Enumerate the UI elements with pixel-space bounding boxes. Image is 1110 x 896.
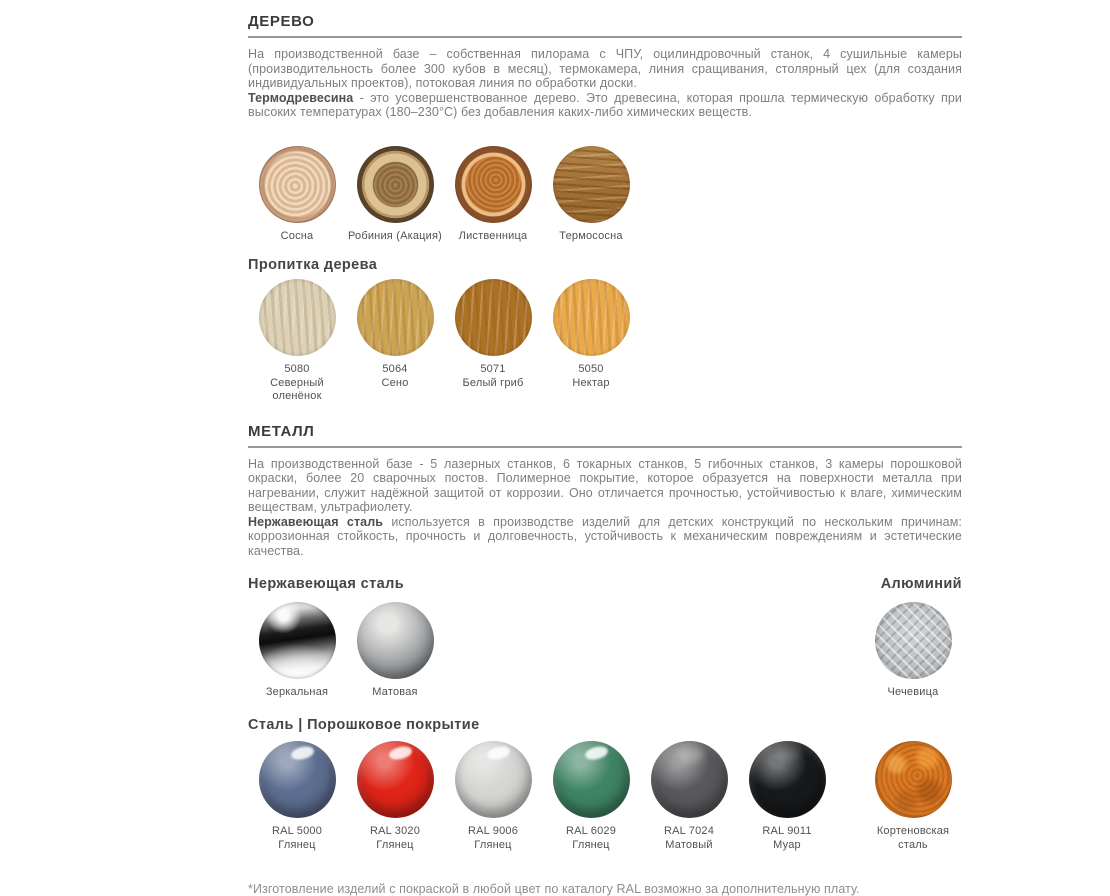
impregnation-name: Белый гриб — [462, 376, 524, 389]
stainless-title: Нержавеющая сталь — [248, 576, 405, 592]
wood-section-title: ДЕРЕВО — [248, 13, 962, 38]
stainless-label: Матовая — [372, 686, 418, 698]
wood-section — [248, 13, 962, 403]
ral-5000-swatch-sphere — [259, 741, 336, 818]
ral-code: RAL 5000 — [271, 825, 323, 837]
metal-section — [248, 423, 962, 853]
impregnation-code: 5080 — [284, 362, 310, 375]
thermowood-description: - это усовершенствованное дерево. Это древесина, которая прошла термическую обработку при высоких температурах (180–230°С) без добавления каких-либо химических веществ. — [248, 90, 962, 119]
impregnation-item — [248, 279, 346, 403]
ral-code: RAL 6029 — [565, 825, 617, 837]
stainless-heading-row — [248, 576, 962, 592]
wood-species-label: Сосна — [280, 229, 314, 242]
ral-7024-swatch-sphere — [651, 741, 728, 818]
impregnation-item — [542, 279, 640, 390]
ral-finish: Матовый — [665, 839, 713, 851]
ral-code: RAL 3020 — [369, 825, 421, 837]
pine-swatch-circle — [259, 146, 336, 223]
powder-item — [248, 741, 346, 852]
impregnation-swatch-circle — [455, 279, 532, 356]
thermowood-paragraph — [248, 91, 962, 120]
impregnation-name: Нектар — [572, 376, 610, 389]
ral-finish: Глянец — [572, 839, 610, 851]
powder-coating-title: Сталь | Порошковое покрытие — [248, 717, 480, 733]
powder-item — [346, 741, 444, 852]
wood-species-label: Робиния (Акация) — [347, 229, 443, 242]
wood-species-row — [248, 146, 962, 243]
ral-finish: Глянец — [376, 839, 414, 851]
aluminum-title: Алюминий — [880, 576, 962, 592]
ral-finish: Глянец — [474, 839, 512, 851]
wood-species-item — [542, 146, 640, 243]
impregnation-code: 5064 — [382, 362, 408, 375]
matte-steel-swatch-sphere — [357, 602, 434, 679]
impregnation-item — [346, 279, 444, 390]
impregnation-swatch-circle — [357, 279, 434, 356]
ral-6029-swatch-sphere — [553, 741, 630, 818]
impregnation-code: 5071 — [480, 362, 506, 375]
catalog-page — [248, 13, 962, 896]
wood-species-item — [346, 146, 444, 243]
ral-3020-swatch-sphere — [357, 741, 434, 818]
stainless-item — [248, 602, 346, 699]
stainless-description: используется в производстве изделий для детских конструкций по нескольким причинам: коррозионная стойкость, прочность и долговечность, устойчивость к механическим повреждениям и эстетические качества. — [248, 514, 962, 558]
aluminum-label: Чечевица — [887, 686, 939, 698]
impregnation-name: Северный оленёнок — [270, 376, 324, 402]
wood-species-item — [248, 146, 346, 243]
wood-species-item — [444, 146, 542, 243]
stainless-item — [346, 602, 444, 699]
impregnation-row — [248, 279, 962, 403]
robinia-swatch-circle — [357, 146, 434, 223]
ral-finish: Муар — [773, 839, 801, 851]
ral-9006-swatch-sphere — [455, 741, 532, 818]
aluminum-item — [864, 602, 962, 699]
powder-item — [444, 741, 542, 852]
stainless-row — [248, 602, 962, 699]
wood-species-label: Лиственница — [458, 229, 528, 242]
mirror-steel-swatch-sphere — [259, 602, 336, 679]
stainless-label: Зеркальная — [265, 686, 329, 698]
stainless-paragraph — [248, 515, 962, 559]
corten-steel-swatch-circle — [875, 741, 952, 818]
ral-code: RAL 9006 — [467, 825, 519, 837]
thermowood-term: Термодревесина — [248, 90, 354, 105]
wood-intro-paragraph — [248, 47, 962, 120]
impregnation-code: 5050 — [578, 362, 604, 375]
corten-label-line1: Кортеновская — [876, 825, 950, 837]
impregnation-swatch-circle — [553, 279, 630, 356]
metal-intro-paragraph — [248, 457, 962, 559]
ral-code: RAL 9011 — [762, 825, 812, 837]
corten-item — [864, 741, 962, 852]
impregnation-item — [444, 279, 542, 390]
powder-item — [640, 741, 738, 852]
wood-intro-text: На производственной базе – собственная пилорама с ЧПУ, оцилиндровочный станок, 4 сушильные камеры (производительность более 300 кубов в месяц), термокамера, линия сращивания, столярный цех (для создания индивидуальных проектов), потоковая линия по обработки доски. — [248, 47, 962, 90]
ral-finish: Глянец — [278, 839, 316, 851]
metal-section-title: МЕТАЛЛ — [248, 423, 962, 448]
wood-species-label: Термососна — [559, 229, 623, 242]
larch-swatch-circle — [455, 146, 532, 223]
ral-footnote: *Изготовление изделий с покраской в любой цвет по каталогу RAL возможно за дополнительную плату. — [248, 882, 860, 896]
powder-item — [542, 741, 640, 852]
metal-intro-text: На производственной базе - 5 лазерных станков, 6 токарных станков, 5 гибочных станков, 3 камеры порошковой окраски, более 20 сварочных постов. Полимерное покрытие, которое образуется на поверхности металла при нагревании, служит надёжной защитой от коррозии. Оно отличается прочностью, устойчивостью к влаге, химическим веществам, ультрафиолету. — [248, 456, 962, 514]
impregnation-title: Пропитка дерева — [248, 256, 378, 273]
corten-label-line2: сталь — [898, 839, 928, 851]
thermopine-swatch-circle — [553, 146, 630, 223]
impregnation-swatch-circle — [259, 279, 336, 356]
stainless-term: Нержавеющая сталь — [248, 514, 384, 529]
aluminum-diamond-plate-swatch — [875, 602, 952, 679]
ral-code: RAL 7024 — [663, 825, 715, 837]
powder-coating-row — [248, 741, 962, 852]
impregnation-name: Сено — [381, 376, 409, 389]
ral-9011-swatch-sphere — [749, 741, 826, 818]
powder-item — [738, 741, 836, 852]
